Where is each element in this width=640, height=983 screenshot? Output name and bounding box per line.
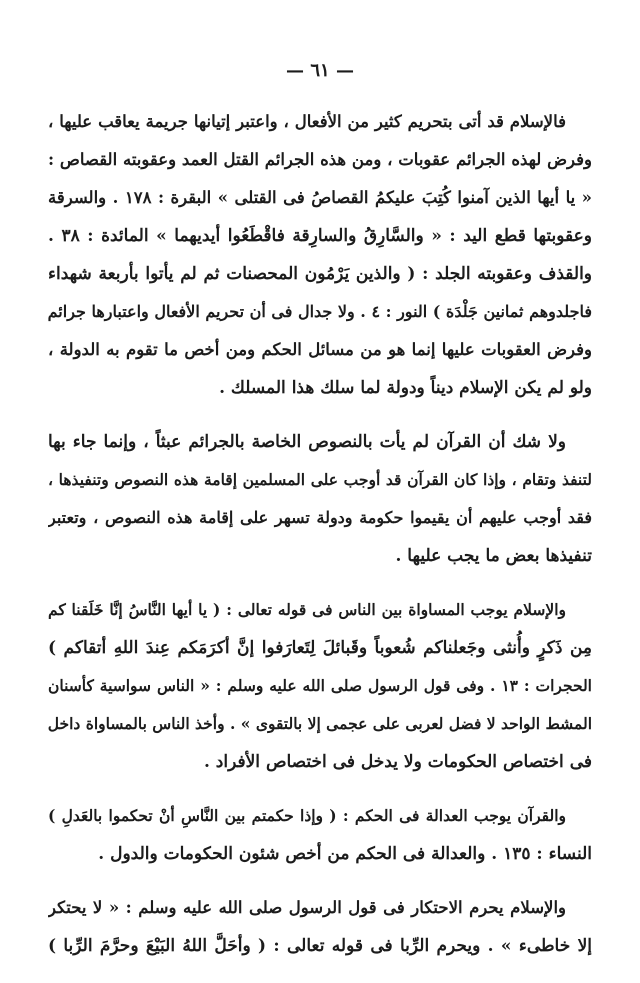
text-line: والقذف وعقوبته الجلد : ( والذين يَرْمُون المحصنات ثم لم يأتوا بأربعة شهداء (48, 264, 592, 284)
page-number: — ٦١ — (286, 60, 354, 81)
text-line: النساء : ١٣٥ . والعدالة فى الحكم من أخص شئون الحكومات والدول . (98, 844, 592, 864)
text-line: فالإسلام قد أتى بتحريم كثير من الأفعال ، واعتبر إتيانها جريمة يعاقب عليها ، (48, 112, 566, 131)
page-body (48, 103, 592, 965)
text-line: والإسلام يوجب المساواة بين الناس فى قوله تعالى : ( يا أيها النَّاسُ إنَّا خَلَقنا كم (48, 600, 566, 619)
text-line: وفرض العقوبات عليها إنما هو من مسائل الحكم ومن أخص ما تقوم به الدولة ، (48, 340, 592, 359)
text-line: مِن ذَكرٍ وأُنثى وجَعلناكم شُعوباً وقَبائلَ لِتَعارَفوا إنَّ أكرَمَكم عِندَ اللهِ أتقاكم ) (48, 638, 592, 658)
text-line: والقرآن يوجب العدالة فى الحكم : ( وإذا حكمتم بين النَّاسِ أنْ تحكموا بالعَدلِ ) (48, 806, 566, 825)
paragraph (48, 423, 592, 575)
text-line: فاجلدوهم ثمانين جَلْدَة ) النور : ٤ . ولا جدال فى أن تحريم الأفعال واعتبارها جرائم (48, 302, 592, 321)
paragraph (48, 591, 592, 781)
text-line: إلا خاطىء » . ويحرم الرِّبا فى قوله تعالى : ( وأحَلَّ اللهُ البَيْعَ وحرَّمَ الرِّبا ) (48, 936, 592, 956)
paragraph (48, 889, 592, 965)
text-line: والإسلام يحرم الاحتكار فى قول الرسول صلى الله عليه وسلم : « لا يحتكر (48, 898, 566, 917)
text-line: الحجرات : ١٣ . وفى قول الرسول صلى الله عليه وسلم : « الناس سواسية كأسنان (48, 676, 592, 695)
text-line: تنفيذها بعض ما يجب عليها . (395, 546, 592, 566)
text-line: لتنفذ وتقام ، وإذا كان القرآن قد أوجب على المسلمين إقامة هذه النصوص وتنفيذها ، (48, 470, 592, 489)
paragraph (48, 103, 592, 407)
text-line: فى اختصاص الحكومات ولا يدخل فى اختصاص الأفراد . (203, 752, 592, 772)
text-line: ولا شك أن القرآن لم يأت بالنصوص الخاصة بالجرائم عبثاً ، وإنما جاء بها (48, 432, 566, 452)
text-line: المشط الواحد لا فضل لعربى على عجمى إلا بالتقوى » . وأخذ الناس بالمساواة داخل (48, 714, 592, 733)
text-line: وفرض لهذه الجرائم عقوبات ، ومن هذه الجرائم القتل العمد وعقوبته القصاص : (48, 150, 592, 169)
text-line: وعقوبتها قطع اليد : « والسَّارِقُ والسارِقة فاقْطَعُوا أيديهما » المائدة : ٣٨ . (48, 226, 592, 246)
text-line: فقد أوجب عليهم أن يقيموا حكومة ودولة تسهر على إقامة هذه النصوص ، وتعتبر (48, 508, 592, 527)
paragraph (48, 797, 592, 873)
text-line: « يا أيها الذين آمنوا كُتِبَ عليكمُ القصاصُ فى القتلى » البقرة : ١٧٨ . والسرقة (48, 188, 592, 207)
text-line: ولو لم يكن الإسلام ديناً ودولة لما سلك هذا المسلك . (219, 378, 592, 398)
